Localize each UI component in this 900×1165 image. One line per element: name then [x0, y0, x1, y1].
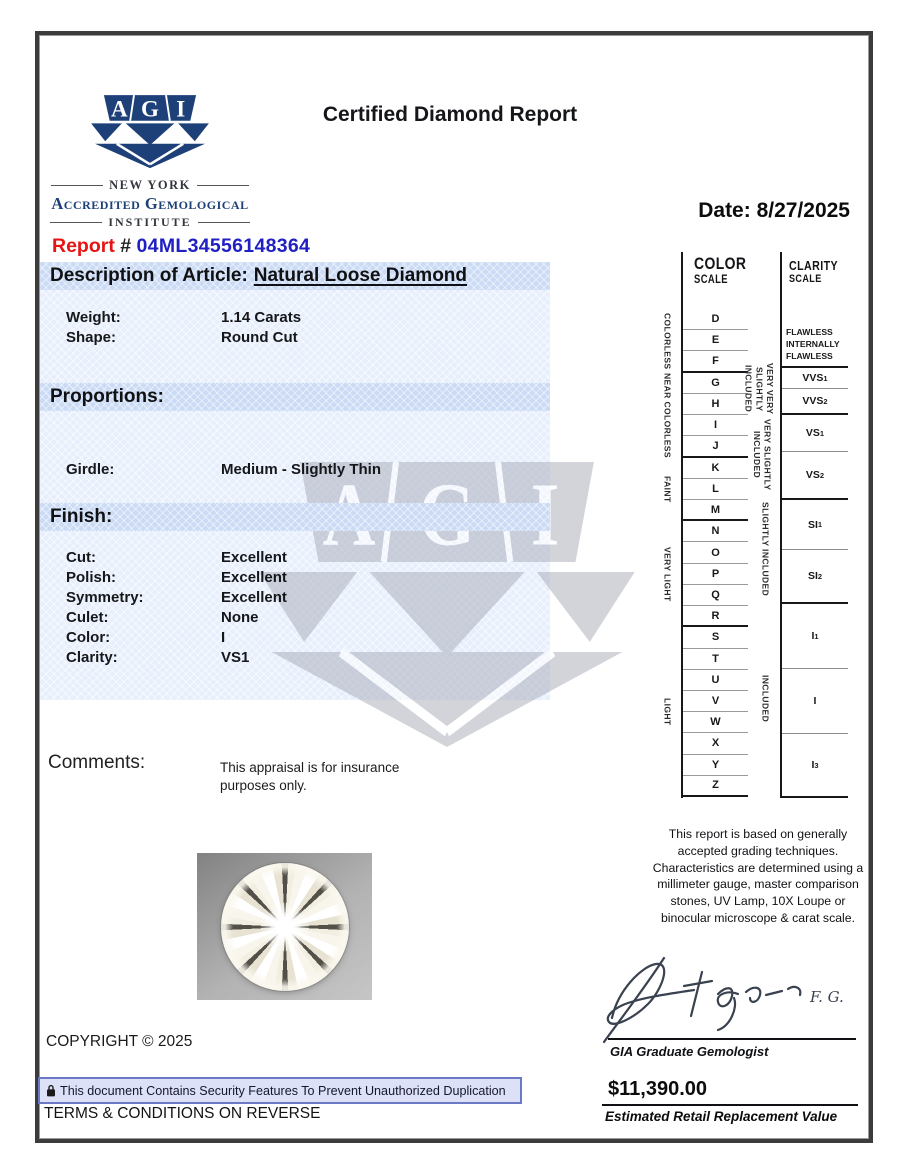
report-date: Date: 8/27/2025 [698, 199, 850, 222]
divider [51, 185, 103, 186]
clarity-label: Clarity: [66, 649, 118, 666]
weight-label: Weight: [66, 309, 121, 326]
color-scale-title [694, 254, 746, 286]
table-row [40, 460, 550, 480]
color-grade-cell: Y [683, 755, 748, 776]
security-notice-text: This document Contains Security Features To Prevent Unauthorized Duplication [60, 1083, 506, 1098]
flawless-label: FLAWLESS [786, 327, 833, 337]
color-group-colorless-label: COLORLESS [662, 312, 673, 370]
gemologist-title: GIA Graduate Gemologist [610, 1044, 769, 1059]
color-grade-cell: I [683, 415, 748, 436]
internally-flawless-label: INTERNALLY FLAWLESS [786, 339, 840, 361]
color-label: Color: [66, 629, 111, 646]
clarity-grade-cell [782, 500, 848, 550]
clarity-scale-title [789, 258, 838, 285]
color-grade-cell: O [683, 542, 748, 563]
color-group-near-colorless-label: NEAR COLORLESS [662, 373, 673, 458]
color-grade-cell: N [683, 521, 748, 542]
finish-header-label: Finish: [50, 506, 113, 527]
culet-value: None [221, 609, 259, 626]
signature-suffix: F. G. [810, 988, 844, 1006]
color-grade-cell: E [683, 330, 748, 351]
clarity-grade-text: SI [807, 518, 818, 531]
symmetry-label: Symmetry: [66, 589, 144, 606]
color-grade-cell: J [683, 436, 748, 457]
shape-label: Shape: [66, 329, 117, 346]
clarity-grade-text: I [813, 695, 817, 707]
color-grade-cell: W [683, 712, 748, 733]
agi-logo-icon [86, 92, 214, 170]
color-grade-cell: U [683, 670, 748, 691]
clarity-grade-sub: 1 [819, 428, 825, 438]
color-grade-cell: L [683, 479, 748, 500]
security-notice [38, 1077, 522, 1104]
cut-value: Excellent [221, 549, 287, 566]
polish-value: Excellent [221, 569, 287, 586]
clarity-grade-sub: 1 [817, 520, 823, 529]
appraised-value: $11,390.00 [608, 1078, 707, 1100]
table-row [40, 608, 550, 628]
color-grade-cell: D [683, 309, 748, 330]
color-group-very-light-label: VERY LIGHT [662, 546, 673, 602]
description-section-header [40, 262, 550, 290]
clarity-grade-sub: 3 [814, 760, 819, 770]
color-grade-cell: M [683, 500, 748, 521]
color-scale-title-text: COLOR [694, 254, 747, 273]
girdle-value: Medium - Slightly Thin [221, 461, 381, 478]
round-diamond-image [221, 863, 349, 991]
divider [198, 222, 250, 223]
clarity-grade-cell [782, 389, 848, 415]
clarity-value: VS1 [221, 649, 250, 666]
table-row [40, 328, 550, 348]
clarity-grade-text: VVS [802, 395, 824, 407]
color-grade-cell: V [683, 691, 748, 712]
clarity-group-vs-label: VERY SLIGHTLY INCLUDED [752, 419, 773, 491]
cut-label: Cut: [66, 549, 96, 566]
clarity-grade-text: I [811, 630, 815, 642]
clarity-grade-sub: 2 [819, 470, 825, 480]
clarity-grade-sub: 2 [817, 571, 823, 581]
description-header-label: Description of Article: [50, 265, 248, 286]
clarity-grade-sub: 1 [814, 631, 819, 641]
clarity-grade-sub: 2 [823, 396, 828, 406]
lock-icon [46, 1084, 56, 1097]
logo-line-newyork [44, 178, 256, 193]
clarity-grade-cell [782, 734, 848, 798]
copyright-text: COPYRIGHT © 2025 [46, 1033, 193, 1050]
proportions-section-header [40, 383, 550, 411]
gemologist-signature [598, 952, 860, 1044]
clarity-scale-subtitle-text: SCALE [789, 273, 822, 285]
finish-section-header [40, 503, 550, 531]
value-label: Estimated Retail Replacement Value [605, 1109, 838, 1124]
polish-label: Polish: [66, 569, 117, 586]
report-hash: # [114, 235, 137, 257]
divider [197, 185, 249, 186]
clarity-flawless-labels [786, 326, 848, 362]
finish-rows [40, 548, 550, 668]
report-label: Report [52, 235, 115, 257]
table-row [40, 568, 550, 588]
color-value: I [221, 629, 226, 646]
color-scale-column [683, 309, 748, 797]
signature-line [608, 1038, 856, 1040]
weight-value: 1.14 Carats [221, 309, 302, 326]
clarity-scale-column [782, 366, 848, 798]
clarity-group-included-label: INCLUDED [760, 674, 771, 723]
proportions-header-label: Proportions: [50, 386, 164, 407]
clarity-grade-cell [782, 452, 848, 500]
logo-newyork-label: NEW YORK [109, 178, 191, 192]
logo-line-institute [44, 215, 256, 230]
clarity-group-vvs-label: VERY VERY SLIGHTLY INCLUDED [743, 363, 775, 415]
grading-techniques-note: This report is based on generally accepted grading techniques. Characteristics are determined using a millimeter gauge, master comparison stones, UV Lamp, 10X Loupe or binocular microscope & carat scale. [652, 827, 864, 925]
color-grade-cell: Q [683, 585, 748, 606]
color-grade-cell: Z [683, 776, 748, 797]
color-grade-cell: R [683, 606, 748, 627]
report-number-line [52, 235, 310, 258]
table-row [40, 628, 550, 648]
logo-institute-label: INSTITUTE [108, 215, 192, 229]
clarity-grade-cell [782, 415, 848, 452]
color-grade-cell: F [683, 351, 748, 372]
girdle-label: Girdle: [66, 461, 115, 478]
shape-value: Round Cut [221, 329, 298, 346]
table-row [40, 588, 550, 608]
clarity-grade-cell [782, 368, 848, 389]
color-scale-subtitle-text: SCALE [694, 274, 729, 286]
clarity-scale-title-text: CLARITY [789, 258, 839, 273]
value-line [602, 1104, 858, 1106]
clarity-grade-text: VS [805, 469, 820, 481]
color-grade-cell: X [683, 733, 748, 754]
color-grade-cell: P [683, 564, 748, 585]
color-group-light-label: LIGHT [662, 698, 673, 726]
table-row [40, 548, 550, 568]
table-row [40, 308, 550, 328]
comments-text: This appraisal is for insurance purposes only. [220, 760, 400, 793]
clarity-grade-sub: 1 [823, 373, 828, 383]
color-grade-cell: K [683, 458, 748, 479]
diamond-photo [197, 853, 372, 1000]
description-rows [40, 308, 550, 348]
clarity-grade-cell [782, 669, 848, 734]
comments-label: Comments: [48, 752, 146, 773]
culet-label: Culet: [66, 609, 109, 626]
clarity-group-si-label: SLIGHTLY INCLUDED [760, 501, 771, 597]
clarity-grade-cell [782, 550, 848, 604]
clarity-grade-text: SI [807, 570, 818, 582]
clarity-grade-text: VVS [802, 372, 824, 384]
report-number: 04ML34556148364 [136, 235, 311, 257]
divider [50, 222, 102, 223]
page-title: Certified Diamond Report [322, 103, 578, 126]
logo-text-block [44, 178, 256, 230]
color-grade-cell: G [683, 373, 748, 394]
proportions-rows [40, 460, 550, 480]
logo-institute-name: Accredited Gemological [51, 194, 249, 213]
clarity-grade-cell [782, 604, 848, 669]
color-grade-cell: H [683, 394, 748, 415]
color-group-faint-label: FAINT [662, 476, 673, 503]
color-grade-cell: S [683, 627, 748, 648]
signature-icon [598, 952, 860, 1044]
table-row [40, 648, 550, 668]
description-header-value: Natural Loose Diamond [253, 265, 468, 286]
color-grade-cell: T [683, 649, 748, 670]
terms-text: TERMS & CONDITIONS ON REVERSE [44, 1105, 321, 1122]
clarity-grade-text: VS [805, 427, 820, 439]
clarity-grade-text: I [811, 759, 815, 771]
symmetry-value: Excellent [221, 589, 287, 606]
